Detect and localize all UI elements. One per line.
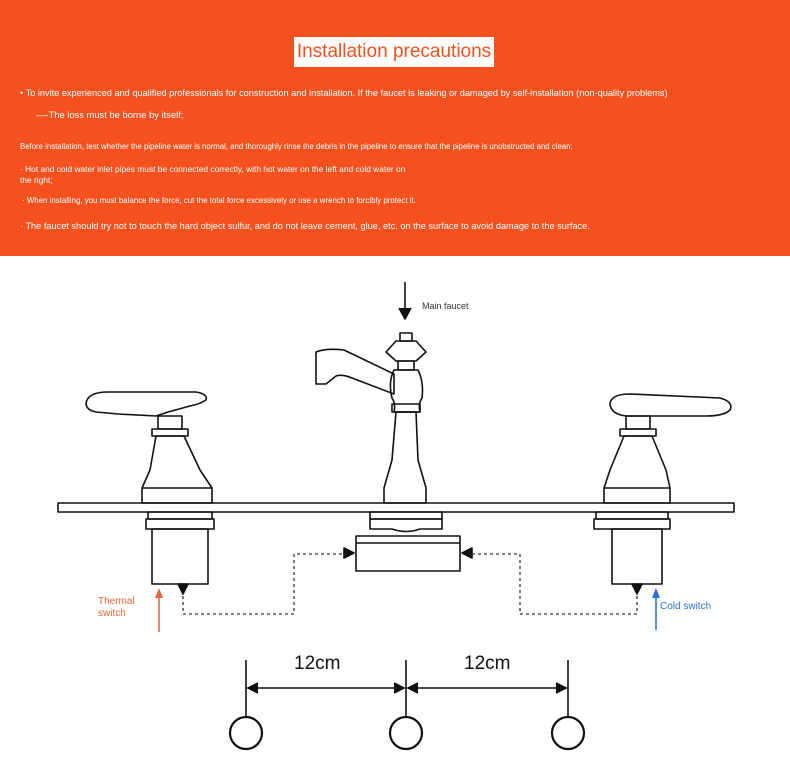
thermal-switch-label — [98, 596, 135, 620]
cold-valve-body — [594, 512, 670, 584]
note-balance-force: · When installing, you must balance the force, cut the total force excessively or use a wrench to forcibly protect it. — [22, 196, 416, 205]
hot-outlet-arrow — [178, 584, 188, 594]
thermal-switch-label-line1: Thermal — [98, 596, 135, 607]
spacing-right-label: 12cm — [464, 653, 511, 674]
main-inlet-left-arrow — [344, 548, 354, 558]
hot-valve-body — [146, 512, 214, 584]
note-loss-borne: —-The loss must be borne by itself; — [36, 109, 184, 120]
main-faucet-arrow — [399, 282, 411, 319]
main-faucet-spout — [316, 333, 426, 503]
spacing-left-label: 12cm — [294, 653, 341, 674]
mounting-hole-left — [230, 717, 262, 749]
note-professional-install: • To invite experienced and qualified professionals for construction and installation. If the faucet is leaking or damaged by self-installation (non-quality problems) — [20, 88, 668, 98]
thermal-switch-pointer — [155, 588, 163, 632]
hot-valve-handle — [86, 392, 212, 503]
mounting-hole-right — [552, 717, 584, 749]
thermal-switch-label-line2: switch — [98, 608, 126, 619]
page-title: Installation precautions — [294, 37, 494, 67]
cold-outlet-arrow — [632, 584, 642, 594]
countertop — [58, 503, 734, 512]
faucet-installation-diagram — [0, 256, 790, 784]
note-test-pipeline: Before installation, test whether the pipeline water is normal, and thoroughly rinse the debris in the pipeline to ensure that the pipeline is unobstructed and clean; — [20, 142, 573, 151]
main-faucet-label: Main faucet — [422, 301, 469, 311]
mounting-hole-center — [390, 717, 422, 749]
main-faucet-body — [356, 512, 460, 571]
note-hot-cold-line2: the right; — [20, 174, 53, 185]
cold-switch-label: Cold switch — [660, 601, 712, 612]
cold-valve-handle — [604, 394, 731, 503]
note-surface-care: · The faucet should try not to touch the hard object sulfur, and do not leave cement, glue, etc. on the surface to avoid damage to the surface. — [20, 221, 590, 231]
precautions-banner — [0, 0, 790, 256]
cold-switch-pointer — [652, 588, 660, 630]
note-hot-cold-connection — [20, 164, 405, 185]
main-inlet-right-arrow — [462, 548, 472, 558]
note-hot-cold-line1: · Hot and cold water inlet pipes must be connected correctly, with hot water on the left and cold water on — [20, 164, 406, 174]
